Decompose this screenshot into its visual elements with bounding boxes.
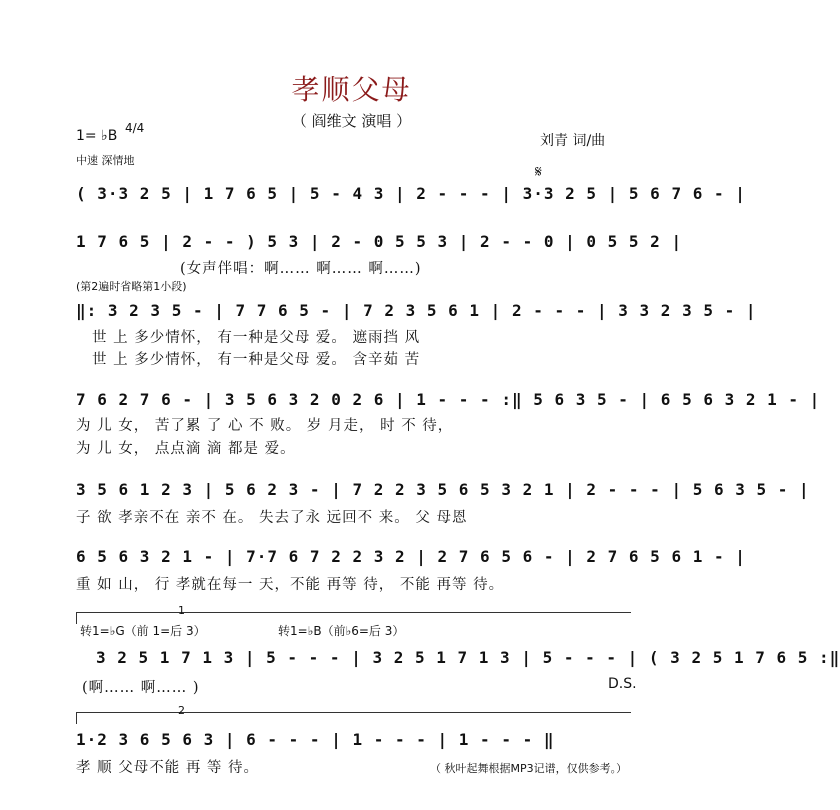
song-title: 孝顺父母 <box>291 73 412 106</box>
modulation-1: 转1=♭G（前 1=后 3） <box>80 624 206 638</box>
volta-1-bracket <box>76 612 631 613</box>
modulation-2: 转1=♭B（前♭6=后 3） <box>278 624 405 638</box>
score-row-4-lyrics-verse-2: 为 儿 女， 点点滴 滴 都是 爱。 <box>76 441 296 457</box>
time-signature-text: 4/4 <box>125 121 145 135</box>
score-row-8-notes: 1·2 3 6 5 6 3 | 6 - - - | 1 - - - | 1 - - - ‖ <box>76 730 555 749</box>
volta-2-bracket-start <box>76 712 77 724</box>
segno-sign: 𝄋 <box>535 162 542 181</box>
score-row-5-lyrics: 子 欲 孝亲不在 亲不 在。 失去了永 远回不 来。 父 母恩 <box>76 510 468 526</box>
volta-2-bracket <box>76 712 631 713</box>
score-row-7-notes: 3 2 5 1 7 1 3 | 5 - - - | 3 2 5 1 7 1 3 | 5 - - - | ( 3 2 5 1 7 6 5 :‖ <box>96 648 840 667</box>
key-signature: 1= ♭B <box>76 128 118 144</box>
score-row-2-notes: 1 7 6 5 | 2 - - ) 5 3 | 2 - 0 5 5 3 | 2 - - 0 | 0 5 5 2 | <box>76 232 683 251</box>
score-row-2-lyrics: (女声伴唱：啊…… 啊…… 啊……) <box>180 261 422 277</box>
score-row-6-notes: 6 5 6 3 2 1 - | 7·7 6 7 2 2 3 2 | 2 7 6 5 6 - | 2 7 6 5 6 1 - | <box>76 547 746 566</box>
score-row-3-lyrics-verse-2: 世 上 多少情怀， 有一种是父母 爱。 含辛茹 苦 <box>92 352 421 368</box>
score-row-6-lyrics: 重 如 山， 行 孝就在每一 天，不能 再等 待， 不能 再等 待。 <box>76 577 505 593</box>
performance-note: (第2遍时省略第1小段) <box>76 280 187 293</box>
score-row-4-notes: 7 6 2 7 6 - | 3 5 6 3 2 0 2 6 | 1 - - - :‖ 5 6 3 5 - | 6 5 6 3 2 1 - | <box>76 390 821 409</box>
score-row-5-notes: 3 5 6 1 2 3 | 5 6 2 3 - | 7 2 2 3 5 6 5 3 2 1 | 2 - - - | 5 6 3 5 - | <box>76 480 810 499</box>
score-row-3-lyrics-verse-1: 世 上 多少情怀， 有一种是父母 爱。 遮雨挡 风 <box>92 330 421 346</box>
score-row-4-lyrics-verse-1: 为 儿 女， 苦了累 了 心 不 败。 岁 月走， 时 不 待， <box>76 418 454 434</box>
tempo-marking: 中速 深情地 <box>76 154 135 167</box>
performer-subtitle: （ 阎维文 演唱 ） <box>291 112 412 130</box>
volta-2-number: 2 <box>178 704 185 717</box>
score-row-1-notes: ( 3·3 2 5 | 1 7 6 5 | 5 - 4 3 | 2 - - - | 3·3 2 5 | 5 6 7 6 - | <box>76 184 746 203</box>
credits: 刘青 词/曲 <box>540 133 606 149</box>
dal-segno-mark: D.S. <box>608 676 637 692</box>
volta-1-number: 1 <box>178 604 185 617</box>
transcription-footnote: （ 秋叶起舞根据MP3记谱，仅供参考。） <box>430 762 628 775</box>
score-row-3-notes: ‖: 3 2 3 5 - | 7 7 6 5 - | 7 2 3 5 6 1 | 2 - - - | 3 3 2 3 5 - | <box>76 301 757 320</box>
score-row-8-lyrics: 孝 顺 父母不能 再 等 待。 <box>76 760 260 776</box>
time-signature <box>125 122 144 134</box>
score-row-7-lyrics: (啊…… 啊…… ) <box>82 680 200 696</box>
volta-1-bracket-start <box>76 612 77 624</box>
